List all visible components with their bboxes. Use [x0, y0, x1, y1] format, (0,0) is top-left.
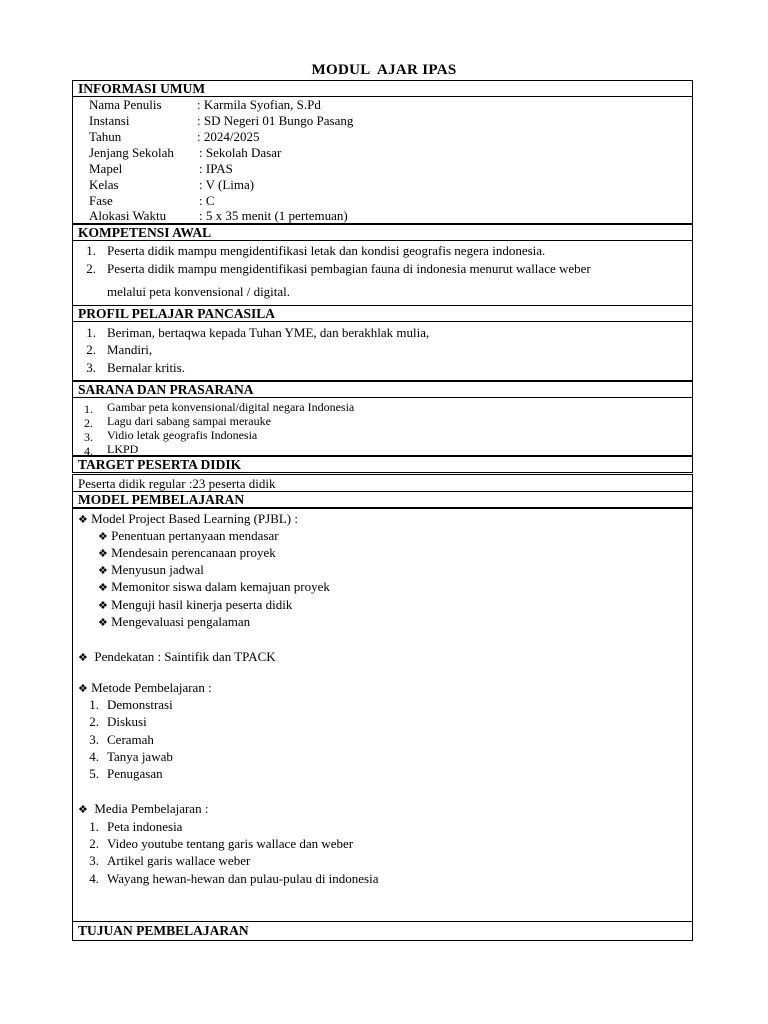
pjbl-step: Menyusun jadwal [111, 562, 204, 577]
diamond-bullet-icon: ❖ [78, 652, 88, 664]
list-number: 5. [89, 766, 99, 781]
info-label: Jenjang Sekolah [89, 145, 174, 160]
section-heading-sarana: SARANA DAN PRASARANA [72, 381, 693, 398]
section-heading-target: TARGET PESERTA DIDIK [72, 456, 693, 473]
list-number: 4. [89, 749, 99, 764]
list-item: Bernalar kritis. [107, 360, 185, 375]
list-number: 3. [86, 360, 96, 375]
diamond-bullet-icon: ❖ [98, 582, 108, 594]
model-box [72, 508, 693, 922]
list-item: Wayang hewan-hewan dan pulau-pulau di indonesia [107, 871, 379, 886]
profil-pelajar-box [72, 321, 693, 381]
info-label: Fase [89, 193, 113, 208]
pjbl-step-row [98, 597, 292, 614]
pjbl-step-row [98, 528, 279, 545]
list-item: Peserta didik mampu mengidentifikasi letak dan kondisi geografis negera indonesia. [107, 243, 546, 258]
pendekatan-row [78, 649, 276, 666]
info-value: : SD Negeri 01 Bungo Pasang [197, 113, 354, 128]
info-label: Kelas [89, 177, 119, 192]
section-heading-model: MODEL PEMBELAJARAN [72, 491, 693, 508]
pjbl-step: Memonitor siswa dalam kemajuan proyek [111, 579, 330, 594]
media-title: Media Pembelajaran : [94, 801, 209, 816]
diamond-bullet-icon: ❖ [98, 565, 108, 577]
info-value: : 2024/2025 [197, 129, 260, 144]
list-number: 2. [84, 416, 93, 430]
list-number: 3. [89, 853, 99, 868]
list-item: Gambar peta konvensional/digital negara Indonesia [107, 400, 355, 414]
section-heading-tujuan: TUJUAN PEMBELAJARAN [72, 921, 693, 941]
list-item: Peta indonesia [107, 819, 183, 834]
diamond-bullet-icon: ❖ [98, 600, 108, 612]
diamond-bullet-icon: ❖ [78, 514, 88, 526]
list-item: Demonstrasi [107, 697, 173, 712]
document-title: MODUL AJAR IPAS [311, 62, 457, 78]
list-item: Peserta didik mampu mengidentifikasi pembagian fauna di indonesia menurut wallace weber [107, 261, 591, 276]
list-number: 2. [86, 261, 96, 276]
info-label: Tahun [89, 129, 122, 144]
diamond-bullet-icon: ❖ [98, 617, 108, 629]
list-number: 3. [89, 732, 99, 747]
list-item: Ceramah [107, 732, 154, 747]
list-item: Lagu dari sabang sampai merauke [107, 414, 271, 428]
info-value: : IPAS [199, 161, 233, 176]
list-number: 4. [89, 871, 99, 886]
list-item: Diskusi [107, 714, 147, 729]
pjbl-step-row [98, 562, 204, 579]
list-item: Video youtube tentang garis wallace dan weber [107, 836, 354, 851]
section-heading-profil-pelajar: PROFIL PELAJAR PANCASILA [72, 305, 693, 322]
section-heading-kompetensi-awal: KOMPETENSI AWAL [72, 224, 693, 241]
list-item: Penugasan [107, 766, 163, 781]
metode-title-row [78, 680, 212, 697]
pjbl-step: Penentuan pertanyaan mendasar [111, 528, 279, 543]
info-label: Mapel [89, 161, 123, 176]
list-item-continuation: melalui peta konvensional / digital. [107, 284, 291, 299]
info-value: : Karmila Syofian, S.Pd [197, 97, 321, 112]
kompetensi-awal-box [72, 240, 693, 306]
list-item: Tanya jawab [107, 749, 173, 764]
model-pjbl-row [78, 511, 298, 528]
list-item: LKPD [107, 442, 139, 456]
pendekatan-text: Pendekatan : Saintifik dan TPACK [94, 649, 276, 664]
list-number: 1. [89, 819, 99, 834]
info-label: Alokasi Waktu [89, 208, 167, 223]
diamond-bullet-icon: ❖ [78, 683, 88, 695]
metode-title: Metode Pembelajaran : [91, 680, 212, 695]
media-title-row [78, 801, 208, 818]
sarana-box [72, 397, 693, 456]
pjbl-step: Menguji hasil kinerja peserta didik [111, 597, 293, 612]
pjbl-step-row [98, 579, 330, 596]
list-item: Artikel garis wallace weber [107, 853, 251, 868]
list-number: 4. [84, 444, 93, 458]
list-number: 1. [84, 402, 93, 416]
pjbl-step: Mendesain perencanaan proyek [111, 545, 276, 560]
info-value: : Sekolah Dasar [199, 145, 282, 160]
diamond-bullet-icon: ❖ [78, 804, 88, 816]
informasi-umum-box [72, 96, 693, 224]
diamond-bullet-icon: ❖ [98, 531, 108, 543]
list-number: 2. [89, 714, 99, 729]
list-item: Vidio letak geografis Indonesia [107, 428, 258, 442]
list-number: 1. [86, 243, 96, 258]
list-number: 2. [86, 342, 96, 357]
list-item: Mandiri, [107, 342, 153, 357]
list-item: Beriman, bertaqwa kepada Tuhan YME, dan berakhlak mulia, [107, 325, 430, 340]
target-box [72, 474, 693, 492]
pjbl-step-row [98, 545, 276, 562]
target-text: Peserta didik regular :23 peserta didik [78, 476, 276, 491]
section-heading-informasi-umum: INFORMASI UMUM [72, 80, 693, 97]
list-number: 3. [84, 430, 93, 444]
info-label: Nama Penulis [89, 97, 162, 112]
info-value: : 5 x 35 menit (1 pertemuan) [199, 208, 348, 223]
pjbl-step: Mengevaluasi pengalaman [111, 614, 251, 629]
pjbl-title: Model Project Based Learning (PJBL) : [91, 511, 299, 526]
info-value: : V (Lima) [199, 177, 255, 192]
diamond-bullet-icon: ❖ [98, 548, 108, 560]
list-number: 1. [89, 697, 99, 712]
pjbl-step-row [98, 614, 250, 631]
list-number: 1. [86, 325, 96, 340]
list-number: 2. [89, 836, 99, 851]
info-label: Instansi [89, 113, 130, 128]
info-value: : C [199, 193, 215, 208]
